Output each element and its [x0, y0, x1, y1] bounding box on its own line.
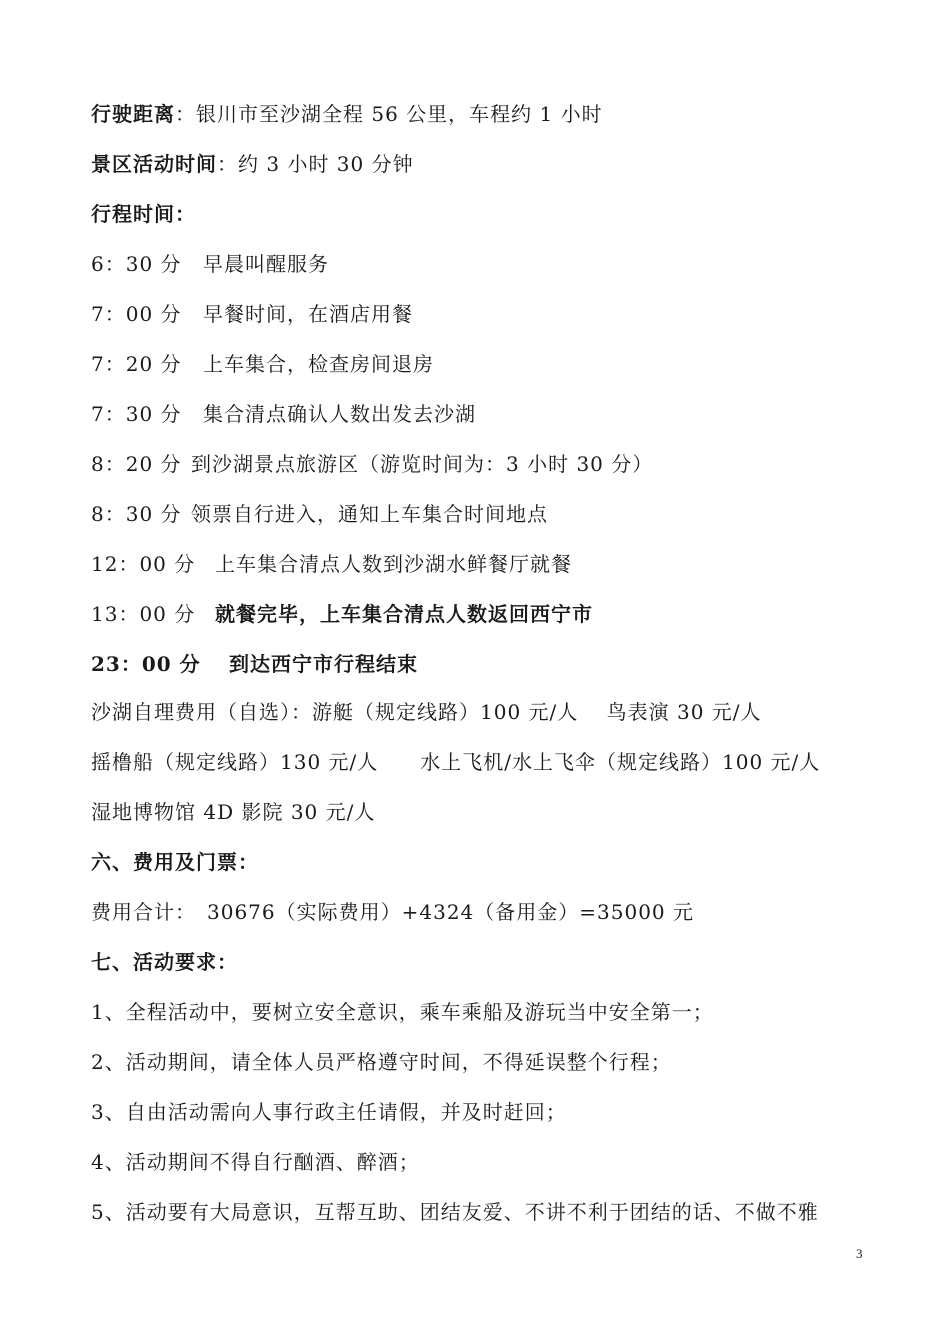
schedule-desc: 到达西宁市行程结束	[229, 652, 418, 676]
schedule-time: 7：20 分	[91, 352, 182, 376]
schedule-row	[91, 401, 476, 427]
schedule-desc: 到沙湖景点旅游区（游览时间为：3 小时 30 分）	[191, 452, 654, 476]
distance-label: 行驶距离	[91, 102, 175, 126]
schedule-desc: 上车集合，检查房间退房	[203, 352, 434, 376]
schedule-time: 13：00 分	[91, 602, 196, 626]
schedule-desc: 早餐时间，在酒店用餐	[203, 302, 413, 326]
activity-time-label: 景区活动时间	[91, 152, 217, 176]
schedule-time: 23：00 分	[91, 652, 201, 676]
schedule-row	[91, 501, 548, 527]
activity-time-value: ：约 3 小时 30 分钟	[217, 152, 414, 176]
fees-total: 费用合计： 30676（实际费用）+4324（备用金）=35000 元	[91, 900, 695, 924]
extras-line: 沙湖自理费用（自选）：游艇（规定线路）100 元/人 鸟表演 30 元/人	[91, 700, 762, 724]
requirement-item: 5、活动要有大局意识，互帮互助、团结友爱、不讲不利于团结的话、不做不雅	[91, 1200, 819, 1224]
distance-value: ：银川市至沙湖全程 56 公里，车程约 1 小时	[175, 102, 603, 126]
distance-line	[91, 101, 603, 127]
schedule-time: 8：30 分	[91, 502, 182, 526]
schedule-desc: 就餐完毕，上车集合清点人数返回西宁市	[215, 602, 593, 626]
schedule-time: 7：00 分	[91, 302, 182, 326]
schedule-row	[91, 551, 572, 577]
schedule-desc: 集合清点确认人数出发去沙湖	[203, 402, 476, 426]
schedule-row	[91, 451, 653, 477]
schedule-time: 8：20 分	[91, 452, 182, 476]
schedule-time: 12：00 分	[91, 552, 196, 576]
requirements-heading: 七、活动要求：	[91, 950, 238, 974]
schedule-row	[91, 601, 593, 627]
page-number: 3	[856, 1246, 863, 1261]
schedule-time: 6：30 分	[91, 252, 182, 276]
schedule-desc: 早晨叫醒服务	[203, 252, 329, 276]
schedule-time: 7：30 分	[91, 402, 182, 426]
requirement-item: 3、自由活动需向人事行政主任请假，并及时赶回；	[91, 1100, 567, 1124]
schedule-row	[91, 301, 413, 327]
schedule-desc: 领票自行进入，通知上车集合时间地点	[191, 502, 548, 526]
fees-heading: 六、费用及门票：	[91, 850, 259, 874]
schedule-row	[91, 651, 418, 677]
schedule-label: 行程时间：	[91, 202, 196, 226]
schedule-desc: 上车集合清点人数到沙湖水鲜餐厅就餐	[215, 552, 572, 576]
requirement-item: 1、全程活动中，要树立安全意识，乘车乘船及游玩当中安全第一；	[91, 1000, 714, 1024]
extras-line: 摇橹船（规定线路）130 元/人 水上飞机/水上飞伞（规定线路）100 元/人	[91, 750, 821, 774]
schedule-row	[91, 251, 329, 277]
activity-time-line	[91, 151, 414, 177]
requirement-item: 2、活动期间，请全体人员严格遵守时间，不得延误整个行程；	[91, 1050, 672, 1074]
requirement-item: 4、活动期间不得自行酗酒、醉酒；	[91, 1150, 420, 1174]
schedule-row	[91, 351, 434, 377]
extras-line: 湿地博物馆 4D 影院 30 元/人	[91, 800, 376, 824]
